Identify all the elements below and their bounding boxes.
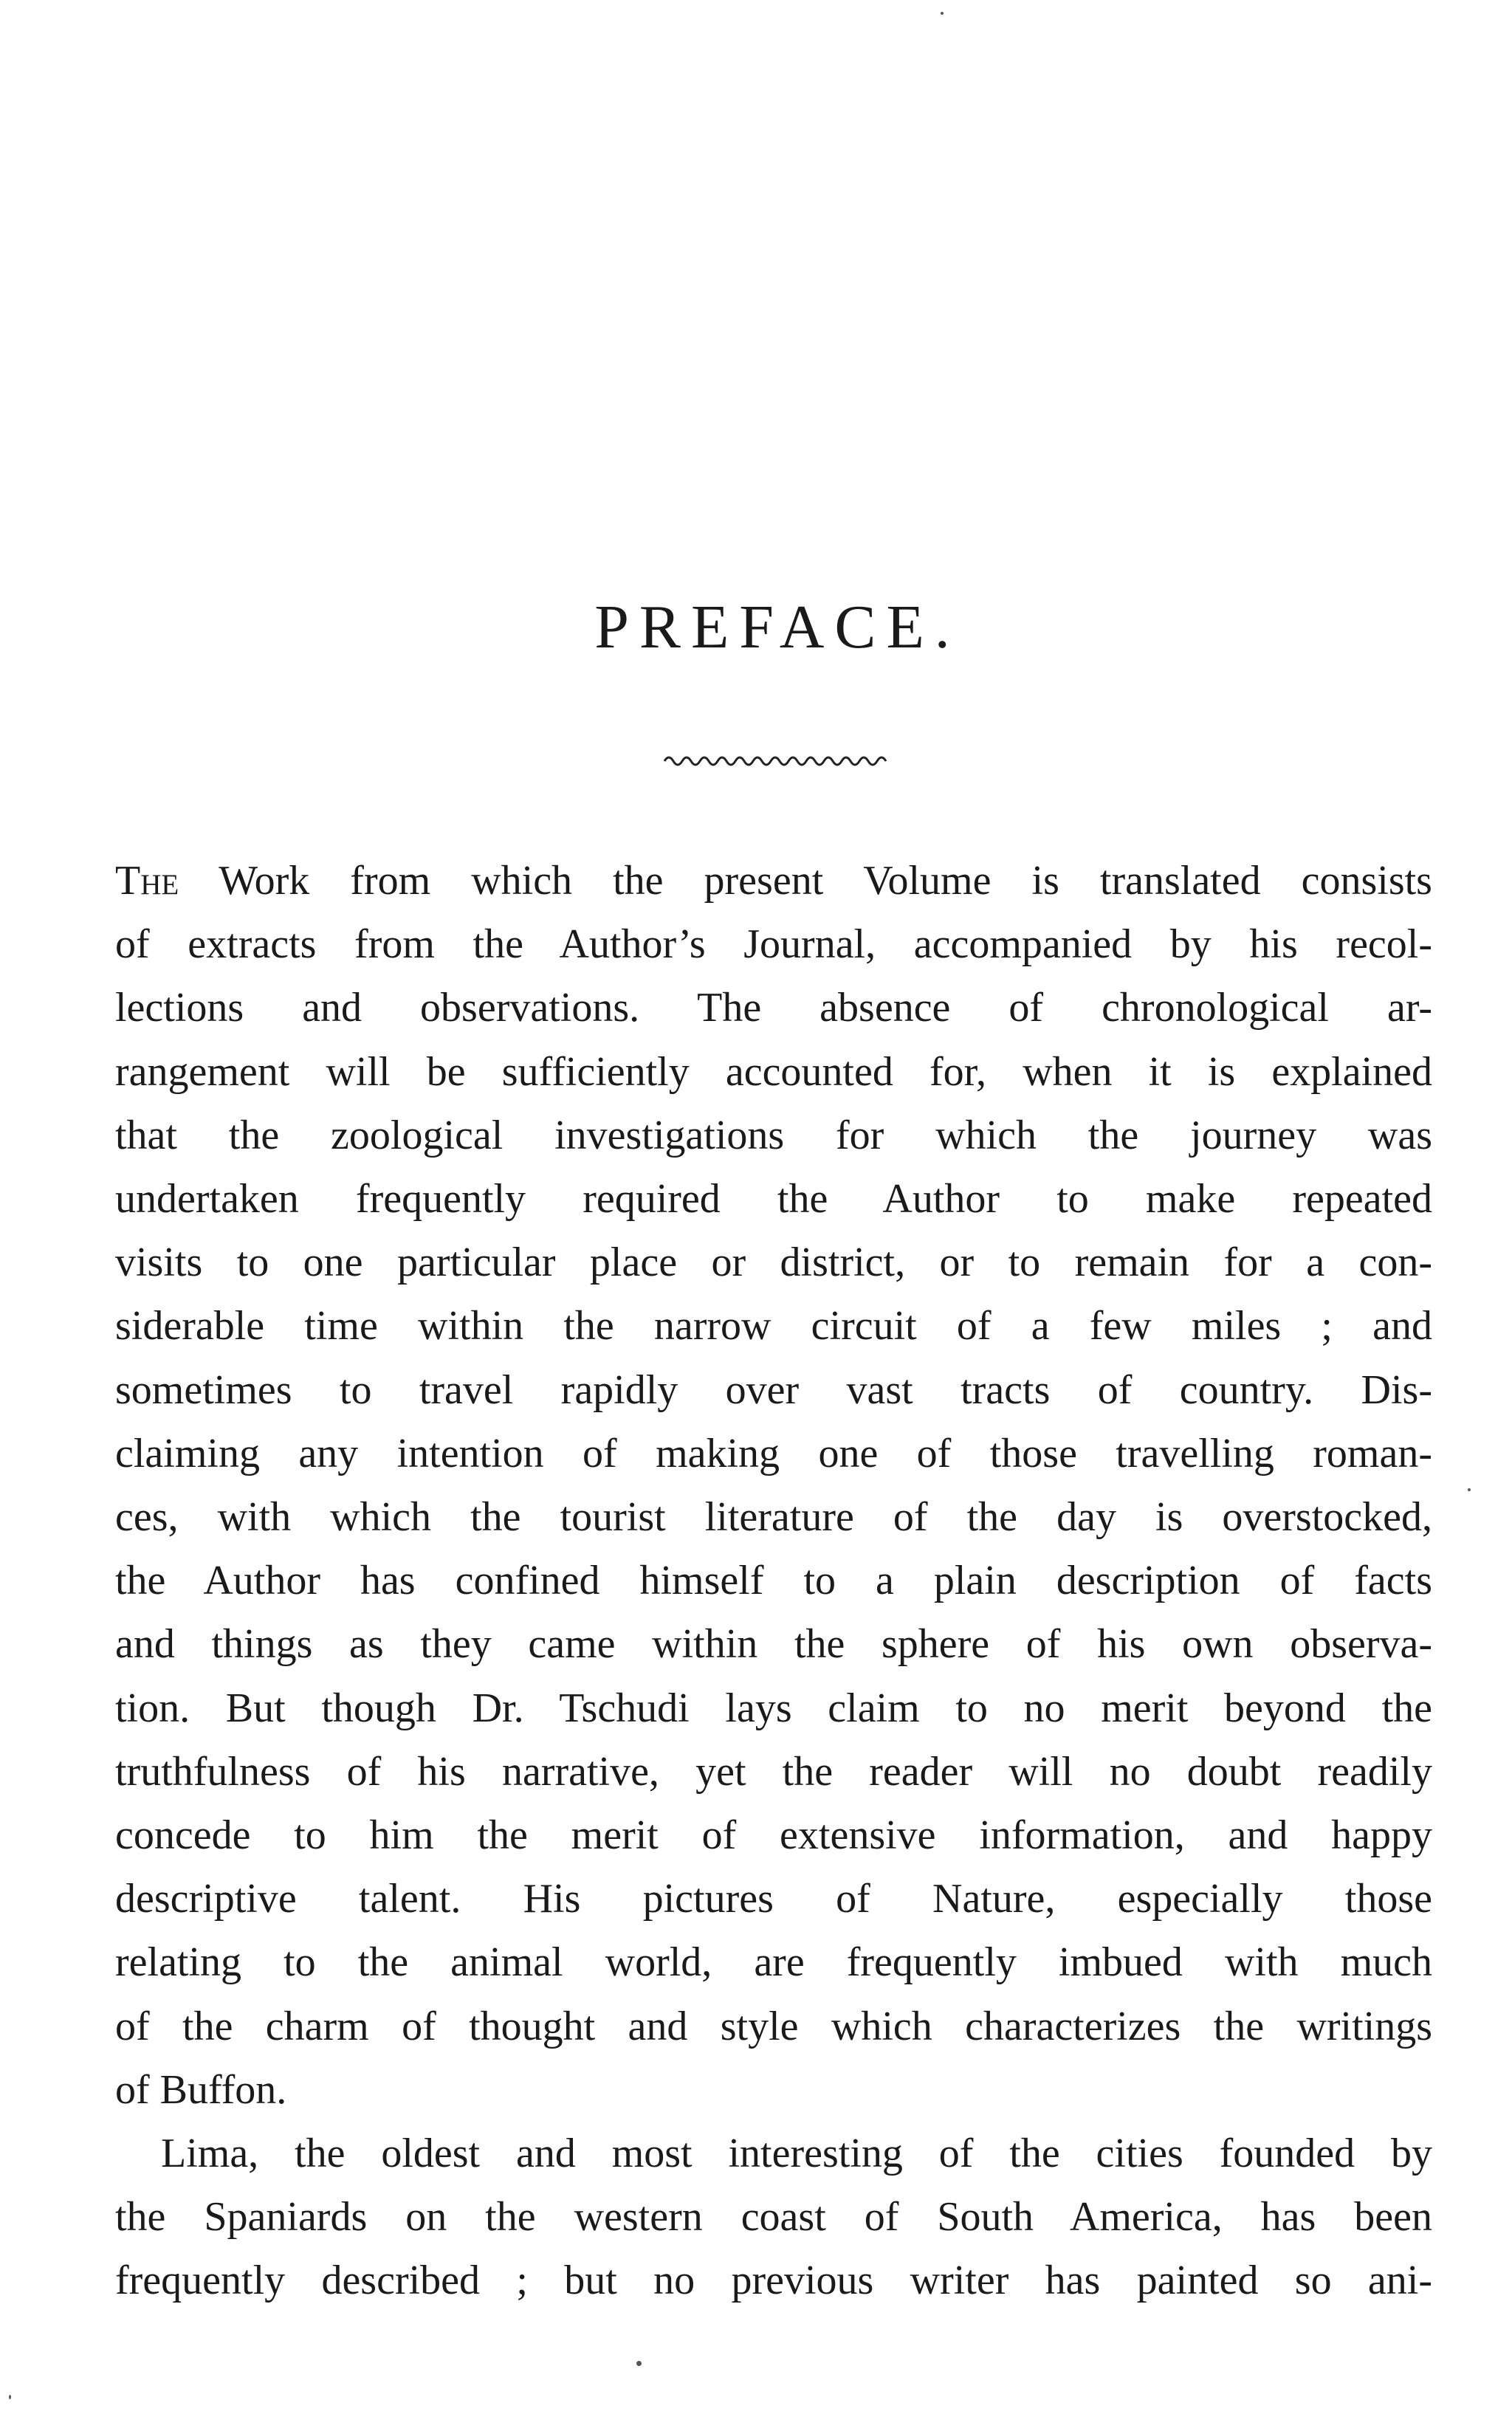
- paper-speck: [941, 12, 944, 15]
- paper-speck: [1468, 1488, 1471, 1491]
- text-line: that the zoological investigations for which the journey was: [115, 1112, 1432, 1158]
- paragraph-2: [115, 2122, 1432, 2313]
- decorative-rule: [663, 752, 893, 771]
- text-line: of extracts from the Author’s Journal, accompanied by his recol-: [115, 921, 1432, 968]
- text-line: sometimes to travel rapidly over vast tracts of country. Dis-: [115, 1366, 1432, 1413]
- text-line: lections and observations. The absence of chronological ar-: [115, 985, 1432, 1031]
- text-line: Lima, the oldest and most interesting of the cities founded by: [161, 2131, 1432, 2177]
- text-line: of Buffon.: [115, 2066, 287, 2113]
- text-line: the Spaniards on the western coast of South America, has been: [115, 2194, 1432, 2241]
- text-line: concede to him the merit of extensive information, and happy: [115, 1812, 1432, 1859]
- text-line: siderable time within the narrow circuit of a few miles ; and: [115, 1303, 1432, 1349]
- text-line: of the charm of thought and style which characterizes the writings: [115, 2003, 1432, 2049]
- text-line: the Author has confined himself to a plain description of facts: [115, 1558, 1432, 1604]
- text-line: frequently described ; but no previous writer has painted so ani-: [115, 2258, 1432, 2304]
- text-line: claiming any intention of making one of those travelling roman-: [115, 1430, 1432, 1476]
- lead-word: The: [115, 858, 179, 904]
- paper-speck: [9, 2395, 11, 2399]
- text-line: undertaken frequently required the Author to make repeated: [115, 1176, 1432, 1223]
- paper-speck: [636, 2361, 642, 2366]
- text-line: visits to one particular place or district, or to remain for a con-: [115, 1239, 1432, 1286]
- body-text: [115, 849, 1432, 2313]
- text-line: The Work from which the present Volume is translated consists: [115, 858, 1432, 904]
- paragraph-1: [115, 849, 1432, 2122]
- text-line: rangement will be sufficiently accounted for, when it is explained: [115, 1048, 1432, 1095]
- text-line: relating to the animal world, are frequently imbued with much: [115, 1939, 1432, 1986]
- text-line: and things as they came within the sphere of his own observa-: [115, 1621, 1432, 1668]
- text-line: ces, with which the tourist literature of the day is overstocked,: [115, 1494, 1432, 1541]
- page-heading: PREFACE.: [594, 593, 961, 661]
- text-line: tion. But though Dr. Tschudi lays claim to no merit beyond the: [115, 1685, 1432, 1731]
- text-line: descriptive talent. His pictures of Nature, especially those: [115, 1876, 1432, 1922]
- text-line: truthfulness of his narrative, yet the reader will no doubt readily: [115, 1748, 1432, 1795]
